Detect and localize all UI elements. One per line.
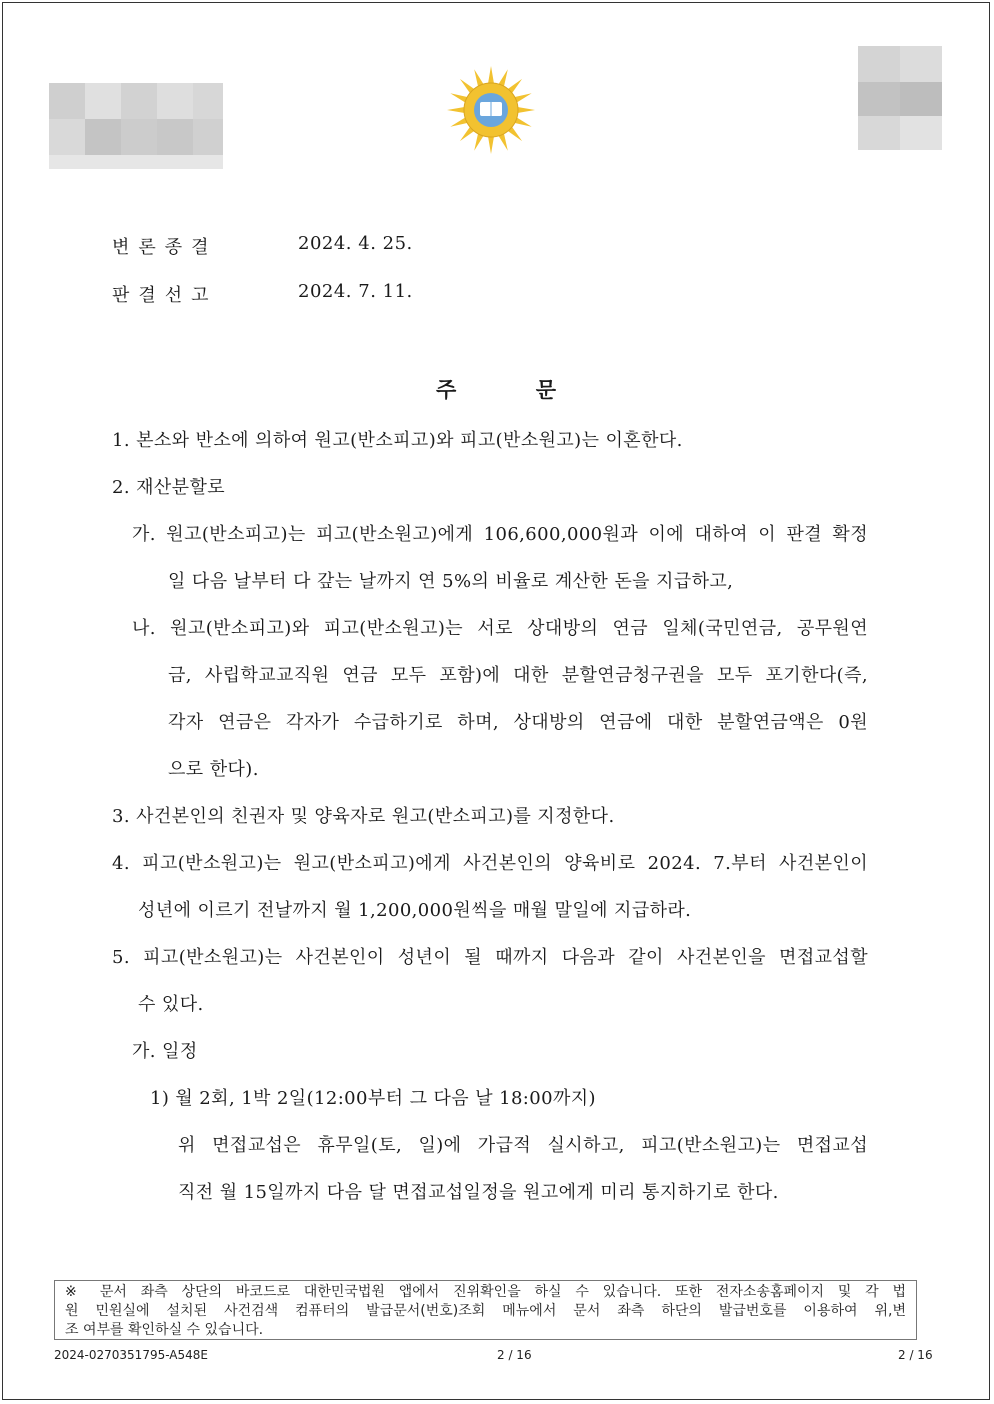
seal-ray: [488, 66, 494, 84]
clause-5-line-2: 수 있다.: [138, 994, 204, 1015]
notice-line-1: ※ 문서 좌측 상단의 바코드로 대한민국법원 앱에서 진위확인을 하실 수 있습니다. 또한 전자소송홈페이지 및 각 법: [65, 1284, 906, 1300]
hearing-end-date: 2024. 4. 25.: [298, 233, 413, 254]
page-number-right: 2 / 16: [898, 1348, 933, 1362]
clause-1: 1. 본소와 반소에 의하여 원고(반소피고)와 피고(반소원고)는 이혼한다.: [112, 430, 683, 451]
judgment-date: 2024. 7. 11.: [298, 281, 413, 302]
clause-2-ga-line-2: 일 다음 날부터 다 갚는 날까지 연 5%의 비율로 계산한 돈을 지급하고,: [168, 571, 734, 592]
seal-ray: [517, 107, 535, 113]
clause-2-na-line-1: 나. 원고(반소피고)와 피고(반소원고)는 서로 상대방의 연금 일체(국민연금, 공무원연: [132, 618, 868, 639]
clause-2-na-line-4: 으로 한다).: [168, 759, 259, 780]
page-number-center: 2 / 16: [497, 1348, 532, 1362]
blurred-barcode-left: [49, 83, 223, 169]
blurred-qr-code-right: [858, 46, 942, 150]
clause-3: 3. 사건본인의 친권자 및 양육자로 원고(반소피고)를 지정한다.: [112, 806, 615, 827]
clause-2-na-line-2: 금, 사립학교교직원 연금 모두 포함)에 대한 분할연금청구권을 모두 포기한다(즉,: [168, 665, 868, 686]
seal-ray: [488, 136, 494, 154]
clause-5-ga: 가. 일정: [132, 1041, 198, 1062]
clause-4-line-2: 성년에 이르기 전날까지 월 1,200,000원씩을 매월 말일에 지급하라.: [138, 900, 692, 921]
clause-4-line-1: 4. 피고(반소원고)는 원고(반소피고)에게 사건본인의 양육비로 2024. 7.부터 사건본인이: [112, 853, 868, 874]
section-title-char-1: 주: [436, 377, 457, 402]
clause-5-ga-1-detail-2: 직전 월 15일까지 다음 달 면접교섭일정을 원고에게 미리 통지하기로 한다.: [178, 1182, 779, 1203]
clause-5-line-1: 5. 피고(반소원고)는 사건본인이 성년이 될 때까지 다음과 같이 사건본인을 면접교섭할: [112, 947, 868, 968]
notice-line-2: 원 민원실에 설치된 사건검색 컴퓨터의 발급문서(번호)조회 메뉴에서 문서 좌측 하단의 발급번호를 이용하여 위,변: [65, 1303, 906, 1319]
section-title-char-2: 문: [535, 377, 556, 402]
hearing-end-label: 변론종결: [112, 237, 218, 258]
clause-2-na-line-3: 각자 연금은 각자가 수급하기로 하며, 상대방의 연금에 대한 분할연금액은 0원: [168, 712, 868, 733]
court-seal-logo: [444, 62, 538, 156]
seal-ray: [447, 107, 465, 113]
clause-2: 2. 재산분할로: [112, 477, 226, 498]
clause-2-ga-line-1: 가. 원고(반소피고)는 피고(반소원고)에게 106,600,000원과 이에 대하여 이 판결 확정: [132, 524, 868, 545]
issue-number: 2024-0270351795-A548E: [54, 1348, 208, 1362]
clause-5-ga-1-detail-1: 위 면접교섭은 휴무일(토, 일)에 가급적 실시하고, 피고(반소원고)는 면접교섭: [178, 1135, 868, 1156]
judgment-label: 판결선고: [112, 285, 218, 306]
section-title: [436, 374, 556, 404]
clause-5-ga-1: 1) 월 2회, 1박 2일(12:00부터 그 다음 날 18:00까지): [150, 1088, 596, 1109]
verification-notice: [54, 1280, 917, 1340]
notice-line-3: 조 여부를 확인하실 수 있습니다.: [65, 1322, 264, 1338]
